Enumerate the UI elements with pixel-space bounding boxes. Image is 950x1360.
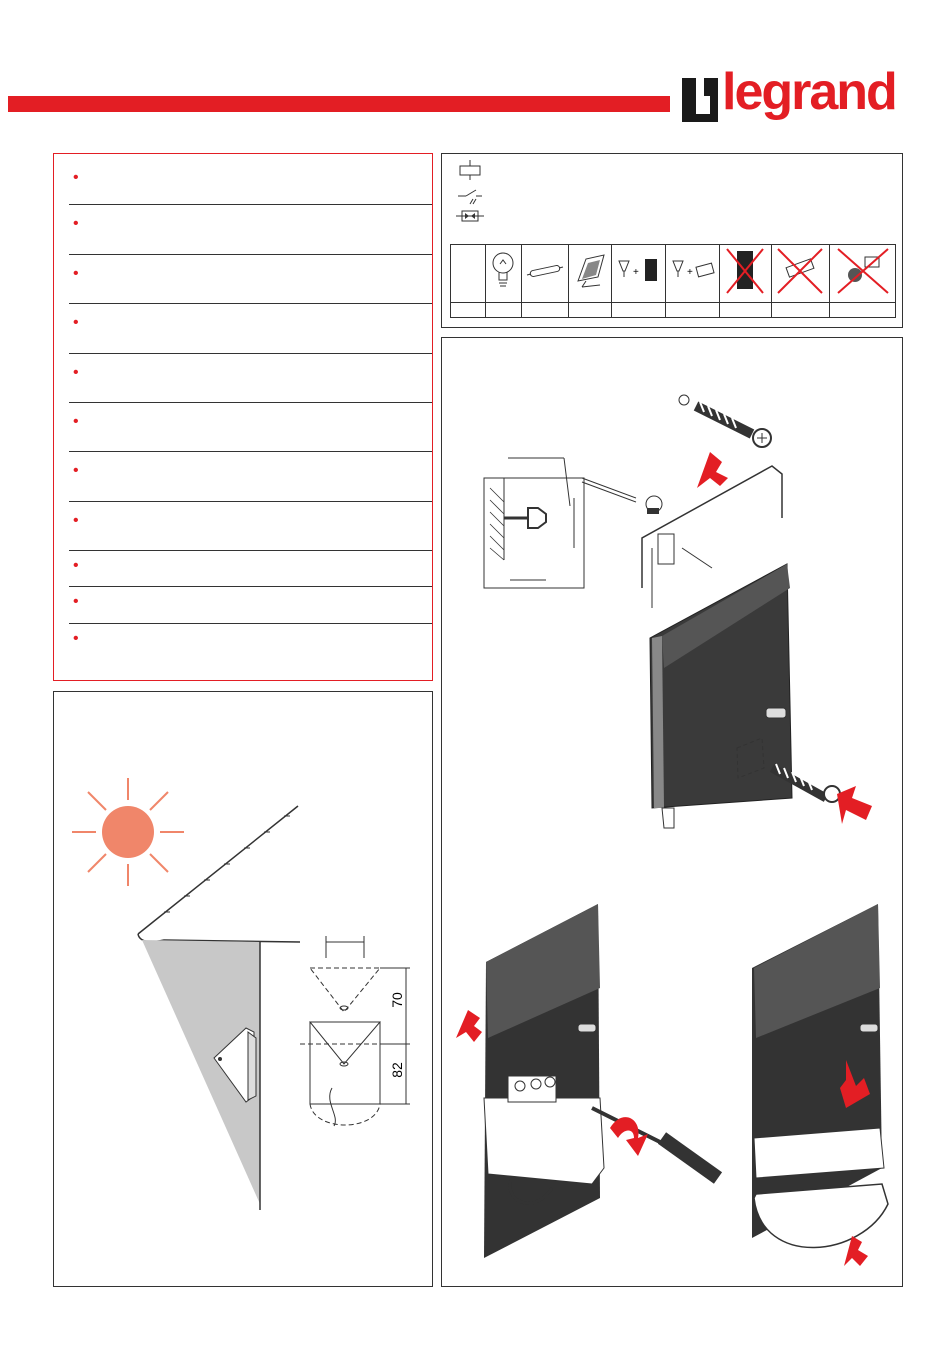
list-item [69,451,432,502]
list-item [69,303,432,354]
svg-text:+: + [687,267,694,278]
detector-mounting [650,564,872,828]
brand-wordmark: legrand [722,63,896,121]
table-cell [568,303,611,318]
header-red-band [8,96,670,112]
table-cell [486,303,522,318]
wall-fixing-detail [484,458,636,588]
relay-symbol-icon [460,160,480,180]
incandescent-lamp-icon [486,245,522,303]
bullet-icon: • [73,557,79,574]
instruction-list [53,153,433,681]
placement-drawing [54,692,434,1288]
table-cell [451,303,486,318]
screw-head-icon [646,496,662,514]
lift-arrow-icon [456,1010,482,1042]
symbol-legend [452,158,492,228]
electronic-transformer-lamp-icon [665,245,719,303]
terminal-wiring [456,904,718,1258]
ferromagnetic-transformer-lamp-icon [611,245,665,303]
list-item [69,254,432,304]
table-cell [521,303,568,318]
dimension-lower-label: 82 [389,1062,405,1078]
halogen-tube-lamp-icon [521,245,568,303]
table-cell [611,303,665,318]
bullet-icon: • [73,265,79,282]
legrand-logo [680,63,896,130]
installation-drawings [442,338,904,1288]
bullet-icon: • [73,512,79,529]
bullet-icon: • [73,462,79,479]
compact-fluorescent-icon [830,245,896,303]
installation-panel [441,337,903,1287]
bullet-icon: • [73,169,79,186]
up-arrow-icon [697,452,728,488]
symbols-panel [441,153,903,328]
optocoupler-symbol-icon [456,211,484,221]
bullet-icon: • [73,593,79,610]
push-arrow-icon [837,786,872,824]
screw-and-plug-icon [679,395,771,447]
svg-text:+: + [633,267,639,278]
sun-icon [72,778,184,886]
halogen-floodlight-icon [568,245,611,303]
bullet-icon: • [73,364,79,381]
list-item [69,501,432,551]
switch-contact-symbol-icon [458,190,482,204]
fluorescent-ballast-icon [719,245,771,303]
list-item [69,154,432,205]
list-item [69,550,432,587]
table-cell [830,303,896,318]
dimension-upper-label: 70 [389,992,405,1008]
roof-eave [138,806,300,942]
table-cell [771,303,830,318]
placement-panel [53,691,433,1287]
bullet-icon: • [73,314,79,331]
screwdriver-rotate-icon [610,1117,648,1156]
list-item [69,586,432,624]
list-item [69,353,432,403]
list-item [69,204,432,255]
table-cell [451,245,486,303]
table-cell [665,303,719,318]
list-item [69,623,432,681]
dimension-drawing [300,936,410,1126]
list-item [69,402,432,452]
fluorescent-tube-icon [771,245,830,303]
load-compatibility-table [450,244,896,318]
legrand-logo-mark-icon [680,76,720,124]
bullet-icon: • [73,413,79,430]
table-cell [719,303,771,318]
bullet-icon: • [73,630,79,647]
cover-closing [752,904,888,1266]
bullet-icon: • [73,215,79,232]
